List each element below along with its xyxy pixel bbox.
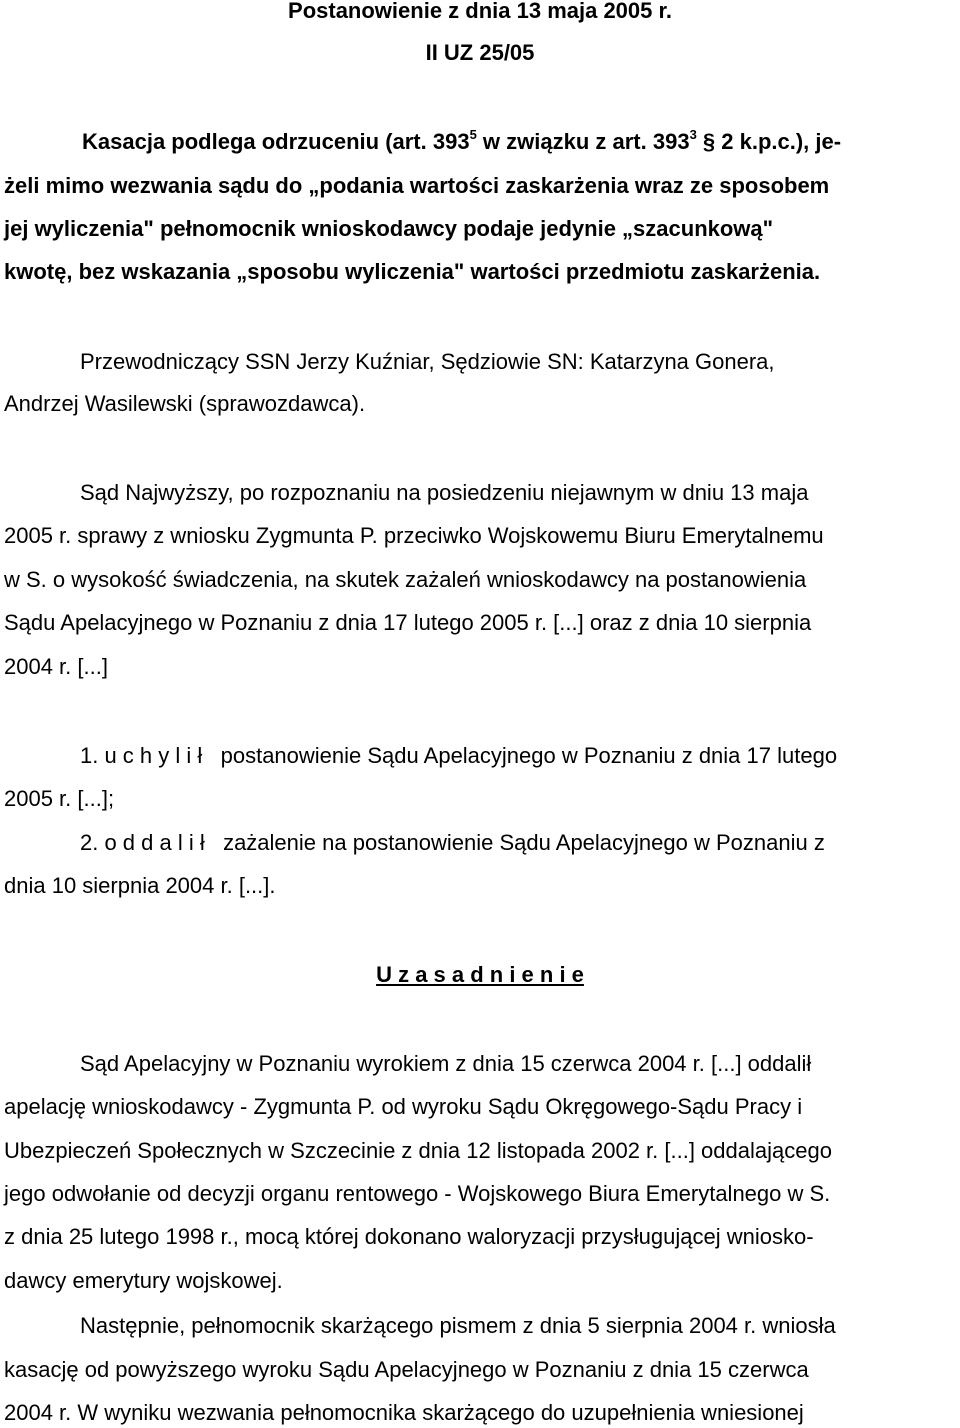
thesis-line-2: żeli mimo wezwania sądu do „podania wartości zaskarżenia wraz ze sposobem	[4, 173, 830, 198]
ruling-item-1-line-2: 2005 r. [...];	[4, 786, 115, 811]
intro-line-2: 2005 r. sprawy z wniosku Zygmunta P. przeciwko Wojskowemu Biuru Emerytalnemu	[4, 523, 824, 548]
reasons-p2-line-1: Następnie, pełnomocnik skarżącego pismem z dnia 5 sierpnia 2004 r. wniosła	[80, 1313, 836, 1338]
reasons-p2-line-2: kasację od powyższego wyroku Sądu Apelacyjnego w Poznaniu z dnia 15 czerwca	[4, 1357, 809, 1382]
intro-line-1: Sąd Najwyższy, po rozpoznaniu na posiedzeniu niejawnym w dniu 13 maja	[80, 480, 809, 505]
intro-line-4: Sądu Apelacyjnego w Poznaniu z dnia 17 lutego 2005 r. [...] oraz z dnia 10 sierpnia	[4, 610, 812, 635]
reasons-p1-line-5: z dnia 25 lutego 1998 r., mocą której dokonano waloryzacji przysługującej wniosko-	[4, 1224, 814, 1249]
thesis-sup-b: 3	[689, 127, 697, 142]
reasons-heading: U z a s a d n i e n i e	[376, 962, 584, 987]
intro-line-3: w S. o wysokość świadczenia, na skutek zażaleń wnioskodawcy na postanowienia	[4, 567, 807, 592]
thesis-sup-a: 5	[469, 127, 477, 142]
thesis-text-c: § 2 k.p.c.), je-	[696, 129, 842, 154]
document-title: Postanowienie z dnia 13 maja 2005 r.	[288, 0, 672, 23]
ruling-item-2-line-2: dnia 10 sierpnia 2004 r. [...].	[4, 873, 276, 898]
reasons-p1-line-1: Sąd Apelacyjny w Poznaniu wyrokiem z dnia 15 czerwca 2004 r. [...] oddalił	[80, 1051, 812, 1076]
ruling-item-2-line-1: 2. o d d a l i ł zażalenie na postanowienie Sądu Apelacyjnego w Poznaniu z	[80, 830, 825, 855]
thesis-line-4: kwotę, bez wskazania „sposobu wyliczenia" wartości przedmiotu zaskarżenia.	[4, 259, 821, 284]
thesis-text-b: w związku z art. 393	[476, 129, 690, 154]
ruling-item-1-line-1: 1. u c h y l i ł postanowienie Sądu Apelacyjnego w Poznaniu z dnia 17 lutego	[80, 743, 838, 768]
reasons-p2-line-3: 2004 r. W wyniku wezwania pełnomocnika skarżącego do uzupełnienia wniesionej	[4, 1400, 804, 1425]
reasons-p1-line-2: apelację wnioskodawcy - Zygmunta P. od wyroku Sądu Okręgowego-Sądu Pracy i	[4, 1094, 803, 1119]
case-number: II UZ 25/05	[425, 40, 535, 65]
thesis-text-a: Kasacja podlega odrzuceniu (art. 393	[82, 129, 470, 154]
reasons-p1-line-4: jego odwołanie od decyzji organu rentowego - Wojskowego Biura Emerytalnego w S.	[4, 1181, 831, 1206]
thesis-line-3: jej wyliczenia" pełnomocnik wnioskodawcy podaje jedynie „szacunkową"	[4, 216, 774, 241]
reasons-p1-line-6: dawcy emerytury wojskowej.	[4, 1268, 283, 1293]
intro-line-5: 2004 r. [...]	[4, 654, 108, 679]
composition-line-1: Przewodniczący SSN Jerzy Kuźniar, Sędziowie SN: Katarzyna Gonera,	[80, 349, 775, 374]
reasons-p1-line-3: Ubezpieczeń Społecznych w Szczecinie z dnia 12 listopada 2002 r. [...] oddalającego	[4, 1138, 832, 1163]
thesis-line-1	[82, 127, 841, 157]
composition-line-2: Andrzej Wasilewski (sprawozdawca).	[4, 391, 366, 416]
